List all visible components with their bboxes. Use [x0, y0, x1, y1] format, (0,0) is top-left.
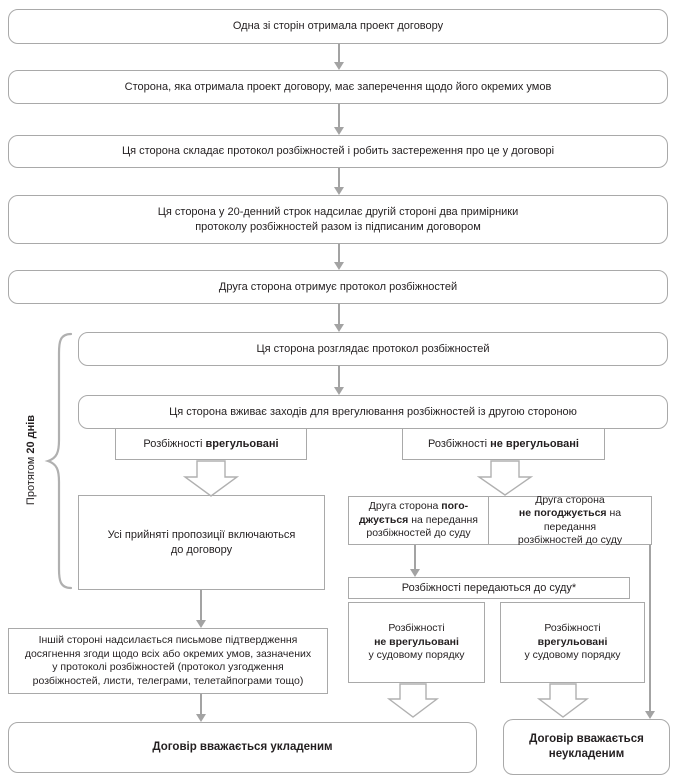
step-text: Ця сторона у 20-денний строк надсилає другій стороні два примірники протоколу розбіжностей разом із підписаним договором	[157, 205, 519, 233]
outcome-text: Розбіжності не врегульовані	[428, 437, 579, 450]
result-text: Договір вважається укладеним	[152, 741, 333, 753]
option-text: Друга сторона пого- джується на передання розбіжностей до суду	[358, 500, 478, 540]
step-text: Друга сторона отримує протокол розбіжностей	[218, 280, 458, 293]
hollow-arrow-court-settled	[539, 684, 587, 717]
outcome-text: Розбіжності врегульовані	[143, 437, 279, 450]
outcome-text: Розбіжності врегульовані у судовому порядку	[524, 622, 621, 662]
step-text: Розбіжності передаються до суду*	[401, 581, 577, 594]
step-text: Сторона, яка отримала проект договору, має заперечення щодо його окремих умов	[124, 80, 552, 93]
hollow-arrow-court-not-settled	[389, 684, 437, 717]
option-text: Друга сторона не погоджується на передання розбіжностей до суду	[517, 493, 623, 546]
step-text: Ця сторона розглядає протокол розбіжностей	[256, 342, 490, 355]
step-text: Одна зі сторін отримала проект договору	[232, 20, 444, 32]
step-text: Усі прийняті пропозиції включаються до договору	[107, 528, 296, 556]
duration-brace	[48, 334, 71, 588]
duration-label: Протягом 20 днів	[25, 414, 37, 506]
hollow-arrow-settled	[185, 461, 237, 496]
step-text: Ця сторона вживає заходів для врегулювання розбіжностей із другою стороною	[169, 405, 577, 418]
step-text: Іншій стороні надсилається письмове підтвердження досягнення згоди щодо всіх або окремих умов, зазначених у протоколі розбіжностей (протокол узгодження розбіжностей, листи, телеграми, телетайпограми тощо)	[24, 634, 312, 687]
step-text: Ця сторона складає протокол розбіжностей і робить застереження про це у договорі	[121, 145, 555, 157]
result-text: Договір вважається неукладеним	[529, 733, 644, 760]
outcome-text: Розбіжності не врегульовані у судовому порядку	[368, 622, 465, 662]
hollow-arrow-not-settled	[479, 461, 531, 495]
